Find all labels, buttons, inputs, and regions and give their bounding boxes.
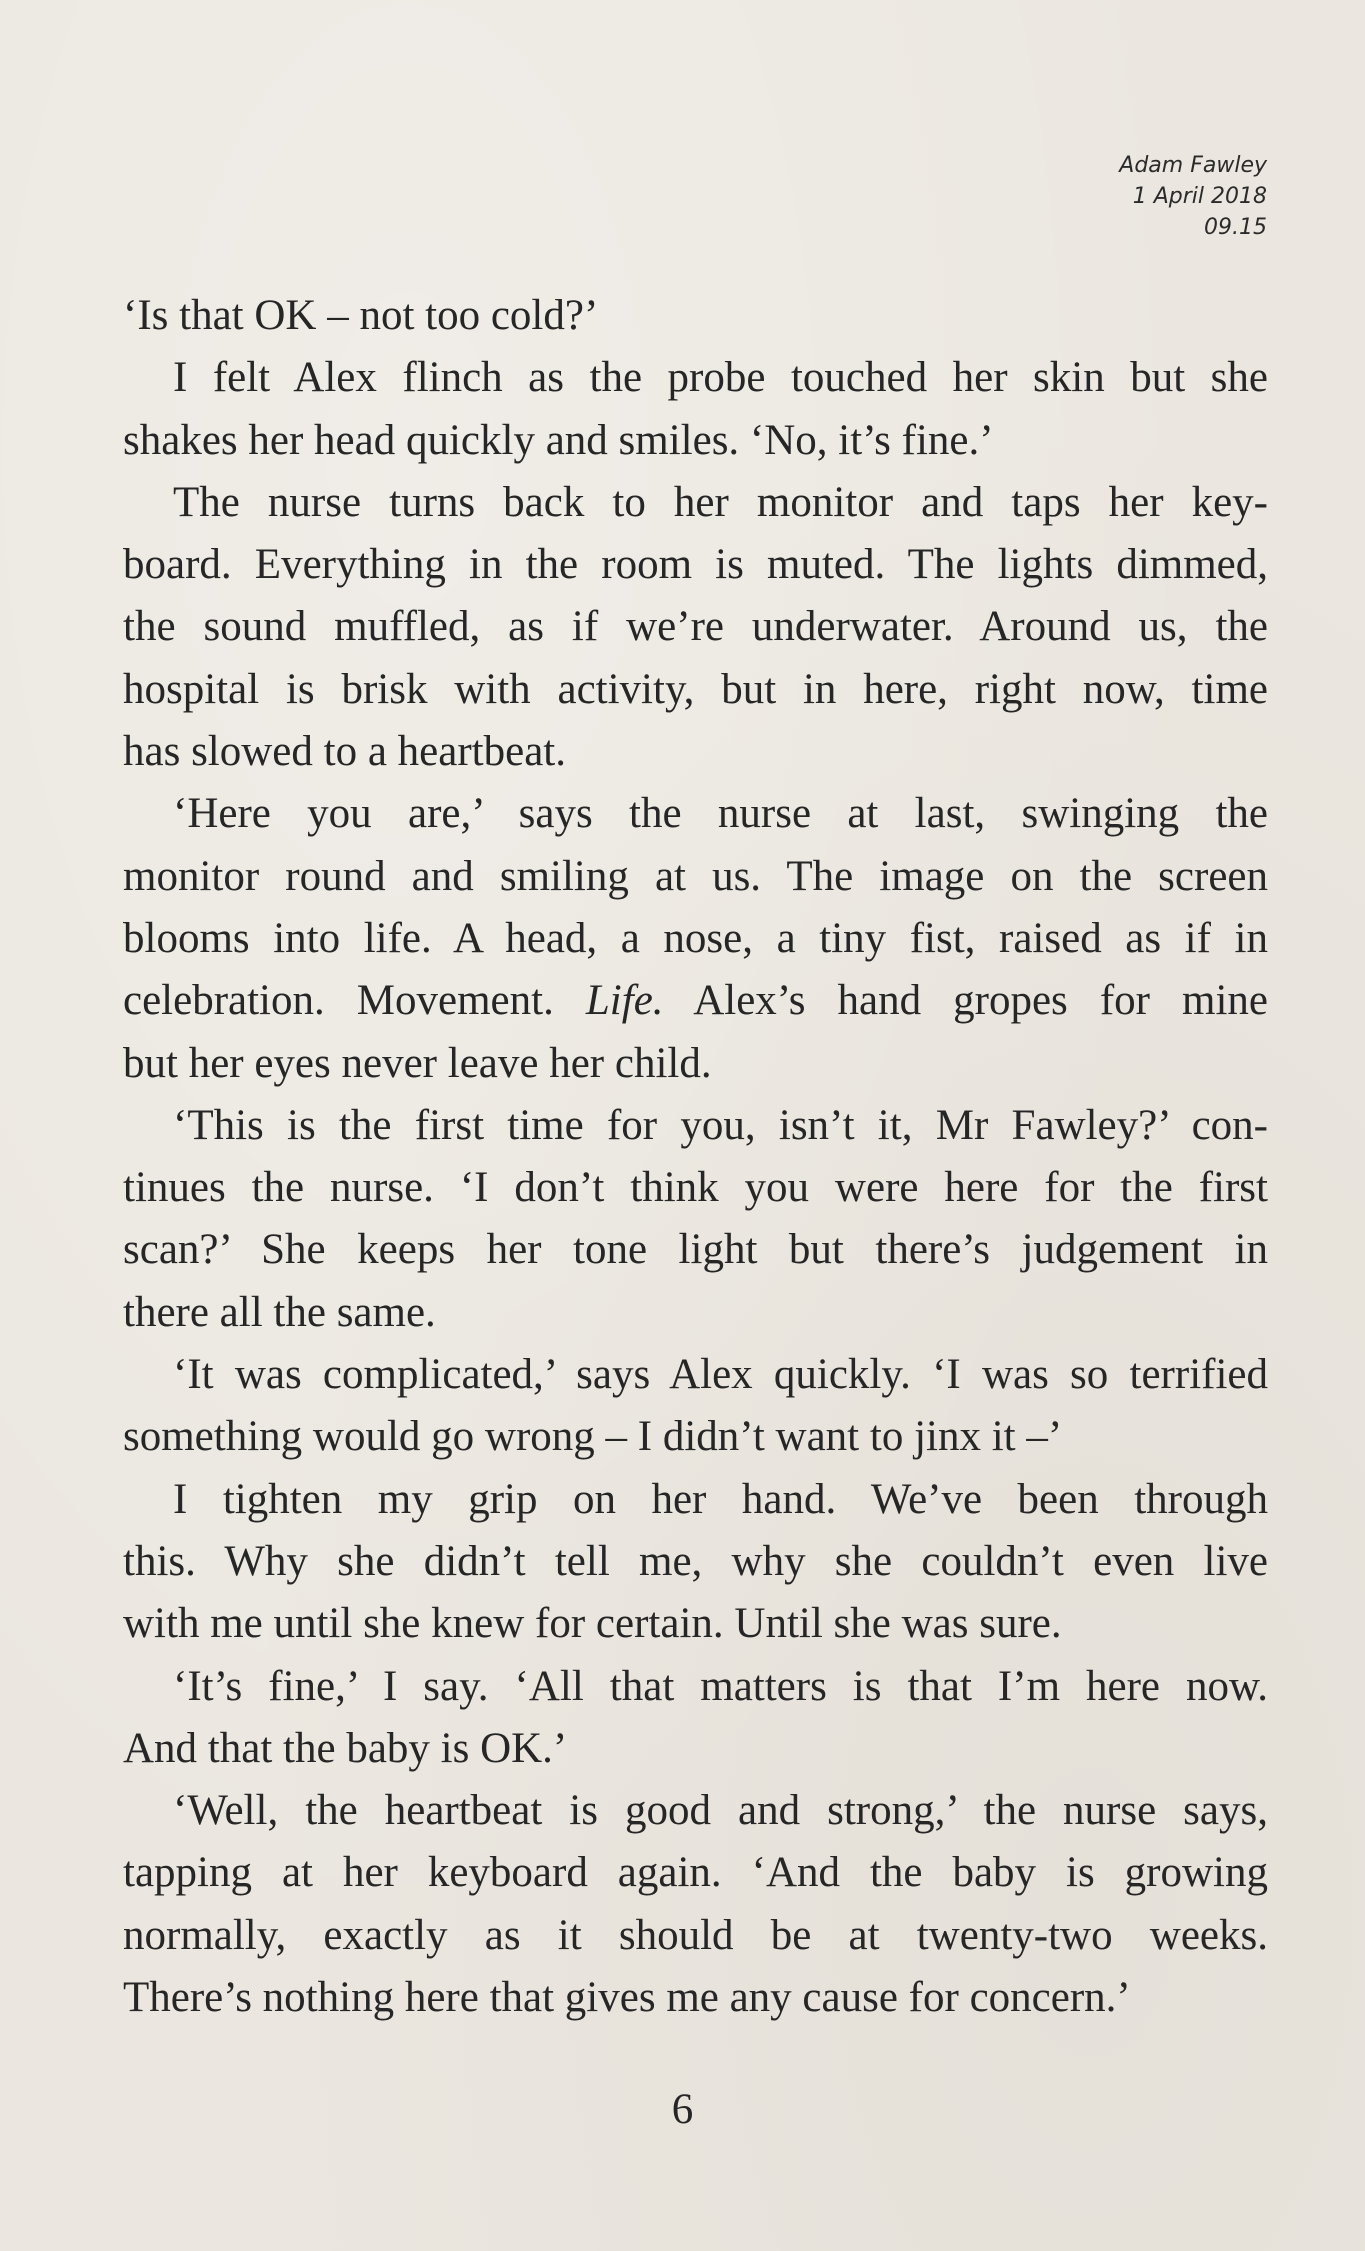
paragraph <box>123 783 1268 1094</box>
text-line: I tighten my grip on her hand. We’ve been through <box>173 1475 1268 1523</box>
page-number: 6 <box>671 2086 694 2133</box>
text-line: I felt Alex flinch as the probe touched her skin but she <box>173 354 1268 402</box>
emphasis-text: Life. <box>585 977 664 1025</box>
text-line: there all the same. <box>123 1288 436 1336</box>
text-line: this. Why she didn’t tell me, why she couldn’t even live <box>123 1537 1268 1585</box>
text-line: scan?’ She keeps her tone light but there’s judgement in <box>123 1226 1268 1274</box>
text-line: the sound muffled, as if we’re underwater. Around us, the <box>123 603 1268 651</box>
text-line: ‘Well, the heartbeat is good and strong,’ the nurse says, <box>173 1787 1268 1835</box>
paragraph <box>123 285 1268 347</box>
text-line: And that the baby is OK.’ <box>123 1724 568 1772</box>
text-line: ‘It was complicated,’ says Alex quickly. ‘I was so terrified <box>173 1351 1268 1399</box>
text-line: with me until she knew for certain. Until she was sure. <box>123 1600 1062 1648</box>
text-line: ‘Here you are,’ says the nurse at last, swinging the <box>173 790 1268 838</box>
text-line: but her eyes never leave her child. <box>123 1039 712 1087</box>
text-line: The nurse turns back to her monitor and taps her key- <box>173 478 1268 526</box>
text-line-with-emphasis <box>123 970 1268 1032</box>
paragraph <box>123 1344 1268 1469</box>
text-line: monitor round and smiling at us. The image on the screen <box>123 852 1268 900</box>
text-line: something would go wrong – I didn’t want to jinx it –’ <box>123 1413 1063 1461</box>
header-time: 09.15 <box>1204 215 1267 240</box>
text-segment: Alex’s hand gropes for mine <box>663 977 1268 1025</box>
text-line: board. Everything in the room is muted. The lights dimmed, <box>123 541 1268 589</box>
text-line: has slowed to a heartbeat. <box>123 728 566 776</box>
chapter-header <box>1119 150 1267 243</box>
paragraph <box>123 347 1268 472</box>
header-name: Adam Fawley <box>1119 153 1267 178</box>
text-line: blooms into life. A head, a nose, a tiny fist, raised as if in <box>123 914 1268 962</box>
text-line: ‘It’s fine,’ I say. ‘All that matters is that I’m here now. <box>173 1662 1268 1710</box>
text-line: ‘This is the first time for you, isn’t it, Mr Fawley?’ con- <box>173 1101 1268 1149</box>
paragraph <box>123 1780 1268 2029</box>
text-line: tinues the nurse. ‘I don’t think you were here for the first <box>123 1164 1268 1212</box>
header-date: 1 April 2018 <box>1132 184 1267 209</box>
text-line: shakes her head quickly and smiles. ‘No, it’s fine.’ <box>123 416 994 464</box>
paragraph <box>123 1469 1268 1656</box>
body-text <box>123 285 1268 2029</box>
text-line: normally, exactly as it should be at twenty-two weeks. <box>123 1911 1268 1959</box>
paragraph <box>123 472 1268 783</box>
text-segment: celebration. Movement. <box>123 977 586 1025</box>
text-line: There’s nothing here that gives me any cause for concern.’ <box>123 1974 1131 2022</box>
paragraph <box>123 1656 1268 1781</box>
text-line: ‘Is that OK – not too cold?’ <box>123 292 599 339</box>
text-line: hospital is brisk with activity, but in here, right now, time <box>123 665 1268 713</box>
paragraph <box>123 1095 1268 1344</box>
text-line: tapping at her keyboard again. ‘And the baby is growing <box>123 1849 1268 1897</box>
